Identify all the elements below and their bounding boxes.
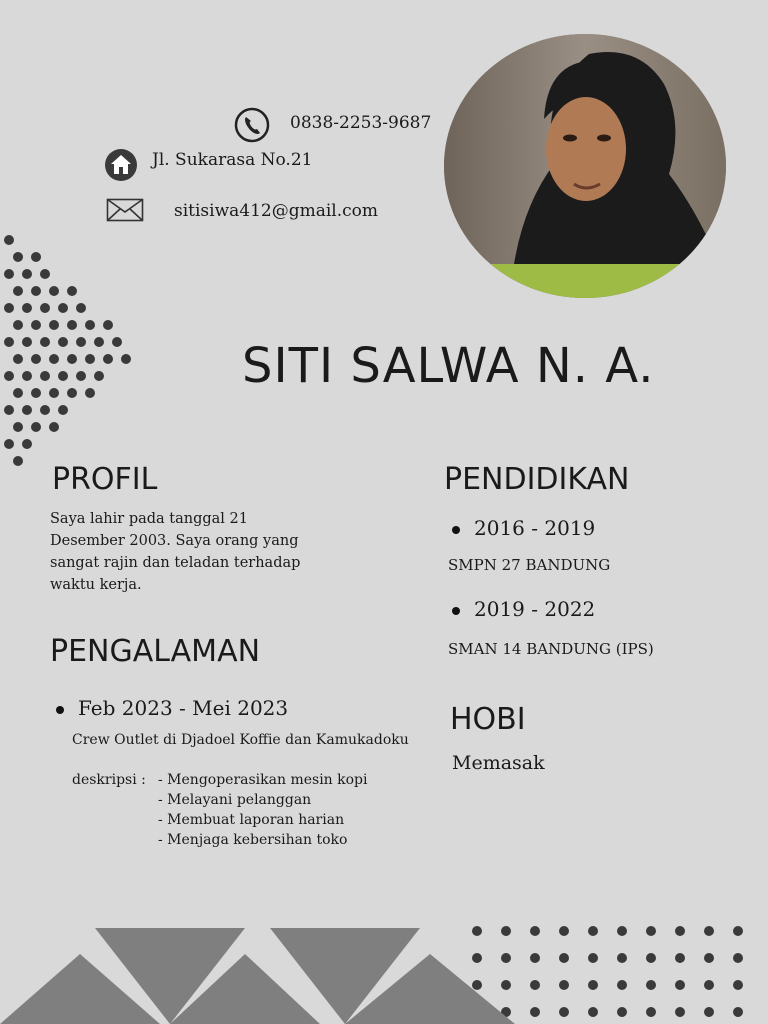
decorative-dot xyxy=(530,953,540,963)
decorative-dot xyxy=(559,980,569,990)
mail-icon xyxy=(106,198,144,226)
decorative-dot xyxy=(22,303,32,313)
decorative-dot xyxy=(4,269,14,279)
decorative-dot xyxy=(675,1007,685,1017)
decorative-dot xyxy=(559,953,569,963)
hobby-value: Memasak xyxy=(452,752,545,774)
decorative-dot xyxy=(58,371,68,381)
decorative-dot xyxy=(31,320,41,330)
decorative-dot xyxy=(31,354,41,364)
description-item: - Membuat laporan harian xyxy=(158,812,345,828)
phone-number: 0838-2253-9687 xyxy=(290,113,432,133)
decorative-dot xyxy=(22,439,32,449)
education-period: 2019 - 2022 xyxy=(452,597,595,621)
decorative-dot xyxy=(4,405,14,415)
address: Jl. Sukarasa No.21 xyxy=(152,150,313,170)
decorative-dot xyxy=(646,953,656,963)
pengalaman-heading: PENGALAMAN xyxy=(50,634,261,669)
decorative-dot xyxy=(58,303,68,313)
decorative-dot xyxy=(13,286,23,296)
decorative-dot xyxy=(4,337,14,347)
decorative-dot xyxy=(13,422,23,432)
decorative-dot xyxy=(76,371,86,381)
decorative-dot xyxy=(646,980,656,990)
decorative-dot xyxy=(13,456,23,466)
pendidikan-heading: PENDIDIKAN xyxy=(444,462,630,497)
decorative-dot xyxy=(4,235,14,245)
decorative-dot xyxy=(530,1007,540,1017)
decorative-dot xyxy=(103,320,113,330)
full-name: SITI SALWA N. A. xyxy=(242,338,655,394)
decorative-dot xyxy=(704,953,714,963)
decorative-dot xyxy=(588,1007,598,1017)
decorative-dot xyxy=(559,1007,569,1017)
decorative-dot xyxy=(13,320,23,330)
decorative-dot xyxy=(85,354,95,364)
decorative-dot xyxy=(4,439,14,449)
decorative-dot xyxy=(4,371,14,381)
decorative-dot xyxy=(530,980,540,990)
decorative-dot xyxy=(22,269,32,279)
decorative-dot xyxy=(112,337,122,347)
decorative-dot xyxy=(588,953,598,963)
decorative-dot xyxy=(94,337,104,347)
decorative-dot xyxy=(85,320,95,330)
decorative-dot xyxy=(31,286,41,296)
decorative-dot xyxy=(733,926,743,936)
decorative-dot xyxy=(559,926,569,936)
decorative-dot xyxy=(58,405,68,415)
phone-icon xyxy=(234,107,270,147)
decorative-dot xyxy=(588,926,598,936)
decorative-dot xyxy=(617,926,627,936)
decorative-dot xyxy=(646,926,656,936)
decorative-dot xyxy=(675,980,685,990)
decorative-dot xyxy=(49,388,59,398)
decorative-triangles xyxy=(0,920,520,1024)
description-item: - Menjaga kebersihan toko xyxy=(158,832,348,848)
decorative-dot xyxy=(58,337,68,347)
description-item: - Melayani pelanggan xyxy=(158,792,312,808)
decorative-dot xyxy=(67,286,77,296)
decorative-dot xyxy=(733,953,743,963)
decorative-dot xyxy=(103,354,113,364)
decorative-dot xyxy=(13,388,23,398)
decorative-dot xyxy=(22,371,32,381)
profile-photo xyxy=(444,34,726,298)
home-icon xyxy=(104,148,138,186)
decorative-dot xyxy=(67,354,77,364)
decorative-dot xyxy=(40,337,50,347)
email: sitisiwa412@gmail.com xyxy=(174,201,379,221)
bullet-icon xyxy=(452,607,460,615)
decorative-dot xyxy=(31,252,41,262)
description-item: - Mengoperasikan mesin kopi xyxy=(158,772,368,788)
decorative-dot xyxy=(121,354,131,364)
bullet-icon xyxy=(56,706,64,714)
decorative-dot xyxy=(22,337,32,347)
decorative-dot xyxy=(85,388,95,398)
decorative-dot xyxy=(617,980,627,990)
experience-period: Feb 2023 - Mei 2023 xyxy=(56,696,288,720)
decorative-dot xyxy=(617,953,627,963)
decorative-dot xyxy=(49,286,59,296)
decorative-dot xyxy=(13,354,23,364)
decorative-dot xyxy=(49,320,59,330)
education-period: 2016 - 2019 xyxy=(452,516,595,540)
decorative-dot xyxy=(675,926,685,936)
decorative-dot xyxy=(31,422,41,432)
profil-heading: PROFIL xyxy=(52,462,158,497)
decorative-dot xyxy=(530,926,540,936)
decorative-dot xyxy=(617,1007,627,1017)
decorative-dot xyxy=(40,269,50,279)
decorative-dot xyxy=(704,980,714,990)
decorative-dot xyxy=(588,980,598,990)
decorative-dot xyxy=(49,354,59,364)
education-school: SMAN 14 BANDUNG (IPS) xyxy=(448,640,654,658)
decorative-dot xyxy=(13,252,23,262)
profil-text: Saya lahir pada tanggal 21 Desember 2003. Saya orang yang sangat rajin dan teladan terhadap waktu kerja. xyxy=(50,511,301,593)
decorative-dot xyxy=(49,422,59,432)
decorative-dot xyxy=(76,337,86,347)
decorative-dot xyxy=(733,980,743,990)
decorative-dot xyxy=(4,303,14,313)
decorative-dot xyxy=(675,953,685,963)
decorative-dot xyxy=(704,926,714,936)
decorative-dot xyxy=(40,371,50,381)
decorative-dot xyxy=(40,303,50,313)
education-school: SMPN 27 BANDUNG xyxy=(448,556,611,574)
decorative-dot xyxy=(22,405,32,415)
decorative-dot xyxy=(67,388,77,398)
decorative-dot xyxy=(67,320,77,330)
decorative-dot xyxy=(40,405,50,415)
hobi-heading: HOBI xyxy=(450,702,526,737)
decorative-dot xyxy=(31,388,41,398)
decorative-dot xyxy=(733,1007,743,1017)
decorative-dot xyxy=(646,1007,656,1017)
decorative-dot xyxy=(704,1007,714,1017)
decorative-dot xyxy=(76,303,86,313)
decorative-dot xyxy=(94,371,104,381)
experience-role: Crew Outlet di Djadoel Koffie dan Kamukadoku xyxy=(72,732,409,748)
bullet-icon xyxy=(452,526,460,534)
description-label: deskripsi : xyxy=(72,772,146,788)
